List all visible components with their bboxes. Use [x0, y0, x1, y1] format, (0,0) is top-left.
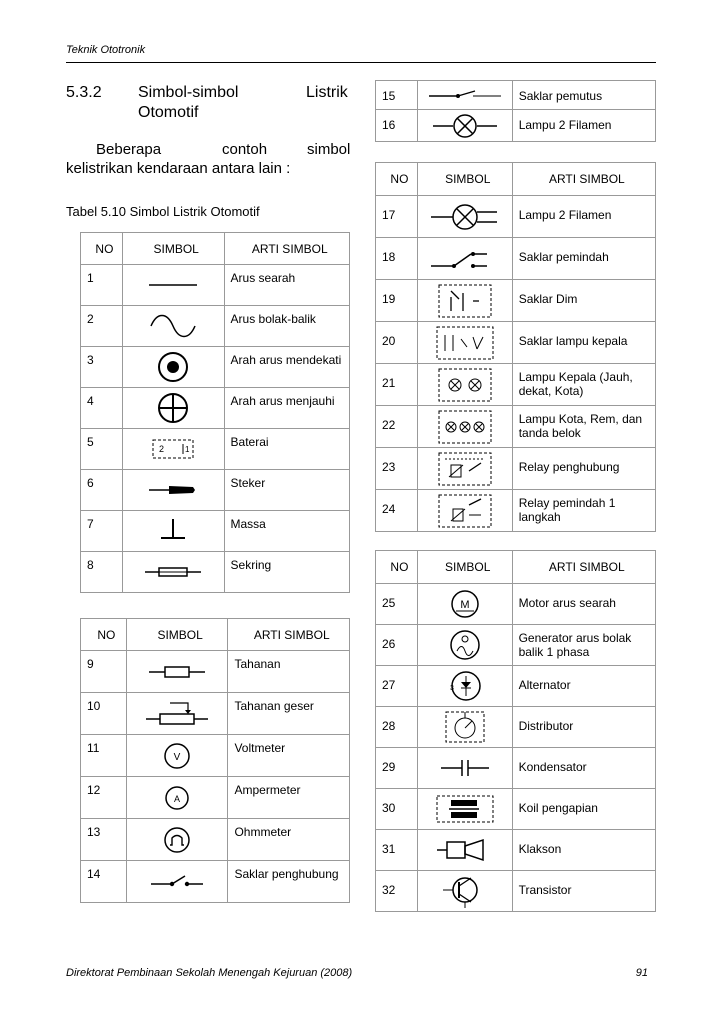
symbol-table-5: [375, 550, 656, 912]
current-away-symbol: [122, 388, 224, 429]
ammeter-letter: A: [174, 793, 181, 804]
symbol-meaning: Ampermeter: [228, 777, 350, 819]
table-row: [81, 651, 350, 693]
symbol-meaning: Tahanan geser: [228, 693, 350, 735]
col-header-symbol: SIMBOL: [126, 619, 228, 651]
symbol-meaning: Alternator: [512, 666, 655, 707]
table-row: [81, 265, 350, 306]
symbol-meaning: Transistor: [512, 871, 655, 912]
resistor-symbol: [126, 651, 228, 693]
row-number: 13: [81, 819, 127, 861]
symbol-meaning: Motor arus searah: [512, 584, 655, 625]
symbol-meaning: Saklar pemutus: [512, 81, 655, 110]
headlamp-symbol: [417, 364, 512, 406]
symbol-meaning: Arah arus menjauhi: [224, 388, 349, 429]
row-number: 21: [376, 364, 418, 406]
col-header-meaning: ARTI SIMBOL: [228, 619, 350, 651]
row-number: 11: [81, 735, 127, 777]
intro-word-2: contoh: [222, 141, 268, 158]
symbol-meaning: Koil pengapian: [512, 789, 655, 830]
row-number: 29: [376, 748, 418, 789]
transistor-symbol: [417, 871, 512, 912]
voltmeter-symbol: [126, 735, 228, 777]
col-header-meaning: ARTI SIMBOL: [512, 163, 655, 196]
symbol-meaning: Ohmmeter: [228, 819, 350, 861]
ignition-coil-symbol: [417, 789, 512, 830]
row-number: 23: [376, 448, 418, 490]
row-number: 28: [376, 707, 418, 748]
symbol-meaning: Sekring: [224, 552, 349, 593]
row-number: 6: [81, 470, 123, 511]
row-number: 15: [376, 81, 418, 110]
section-title-part2: Listrik: [306, 84, 348, 101]
motor-letter: M: [460, 599, 470, 611]
page-footer: [66, 967, 648, 979]
tail-lamp-symbol: [417, 406, 512, 448]
col-header-symbol: SIMBOL: [417, 163, 512, 196]
table-row: [81, 819, 350, 861]
switch-symbol: [126, 861, 228, 903]
svg-text:3: 3: [449, 685, 454, 692]
table-row: [376, 448, 656, 490]
table-row: [376, 238, 656, 280]
symbol-meaning: Arus bolak-balik: [224, 306, 349, 347]
row-number: 9: [81, 651, 127, 693]
col-header-no: NO: [376, 163, 418, 196]
row-number: 2: [81, 306, 123, 347]
symbol-meaning: Lampu Kepala (Jauh, dekat, Kota): [512, 364, 655, 406]
row-number: 12: [81, 777, 127, 819]
symbol-meaning: Tahanan: [228, 651, 350, 693]
intro-line-2: kelistrikan kendaraan antara lain :: [66, 160, 291, 177]
symbol-meaning: Steker: [224, 470, 349, 511]
symbol-meaning: Klakson: [512, 830, 655, 871]
ground-symbol: [122, 511, 224, 552]
table-row: [81, 347, 350, 388]
symbol-meaning: Saklar Dim: [512, 280, 655, 322]
intro-word-1: Beberapa: [96, 141, 162, 158]
symbol-meaning: Relay pemindah 1 langkah: [512, 490, 655, 532]
section-number: 5.3.2: [66, 84, 102, 101]
row-number: 16: [376, 110, 418, 142]
ohmmeter-symbol: [126, 819, 228, 861]
running-header: Teknik Ototronik: [66, 44, 146, 56]
row-number: 26: [376, 625, 418, 666]
row-number: 32: [376, 871, 418, 912]
intro-word-3: simbol: [307, 141, 351, 158]
row-number: 4: [81, 388, 123, 429]
col-header-no: NO: [376, 551, 418, 584]
distributor-symbol: [417, 707, 512, 748]
symbol-meaning: Saklar pemindah: [512, 238, 655, 280]
header-divider: [66, 62, 656, 63]
row-number: 27: [376, 666, 418, 707]
battery-label-b: 1: [185, 445, 190, 454]
table-row: [376, 871, 656, 912]
voltmeter-letter: V: [173, 751, 181, 763]
table-row: [81, 306, 350, 347]
row-number: 10: [81, 693, 127, 735]
symbol-meaning: Saklar lampu kepala: [512, 322, 655, 364]
symbol-meaning: Lampu 2 Filamen: [512, 196, 655, 238]
col-header-symbol: SIMBOL: [417, 551, 512, 584]
headlamp-switch-symbol: [417, 322, 512, 364]
variable-resistor-symbol: [126, 693, 228, 735]
table-row: [81, 470, 350, 511]
table-row: [376, 789, 656, 830]
table-row: [81, 388, 350, 429]
symbol-table-4: [375, 162, 656, 532]
symbol-meaning: Lampu Kota, Rem, dan tanda belok: [512, 406, 655, 448]
col-header-symbol: SIMBOL: [122, 233, 224, 265]
table-row: [376, 280, 656, 322]
capacitor-symbol: [417, 748, 512, 789]
col-header-no: NO: [81, 619, 127, 651]
symbol-meaning: Lampu 2 Filamen: [512, 110, 655, 142]
table-row: [376, 830, 656, 871]
changeover-relay-symbol: [417, 490, 512, 532]
symbol-meaning: Arus searah: [224, 265, 349, 306]
row-number: 18: [376, 238, 418, 280]
table-row: [376, 110, 656, 142]
row-number: 25: [376, 584, 418, 625]
table-row: [376, 666, 656, 707]
table-row: [81, 693, 350, 735]
table-caption: Tabel 5.10 Simbol Listrik Otomotif: [66, 204, 260, 219]
dual-filament-lamp-symbol: [417, 196, 512, 238]
row-number: 19: [376, 280, 418, 322]
lamp-symbol: [417, 110, 512, 142]
footer-source: Direktorat Pembinaan Sekolah Menengah Kejuruan (2008): [66, 967, 353, 979]
symbol-meaning: Generator arus bolak balik 1 phasa: [512, 625, 655, 666]
col-header-meaning: ARTI SIMBOL: [224, 233, 349, 265]
table-row: [376, 584, 656, 625]
dc-line-symbol: [122, 265, 224, 306]
table-row: [376, 748, 656, 789]
table-row: [81, 552, 350, 593]
col-header-meaning: ARTI SIMBOL: [512, 551, 655, 584]
symbol-meaning: Voltmeter: [228, 735, 350, 777]
row-number: 14: [81, 861, 127, 903]
changeover-switch-symbol: [417, 238, 512, 280]
symbol-meaning: Massa: [224, 511, 349, 552]
table-row: [376, 625, 656, 666]
page-number: 91: [635, 967, 648, 979]
table-row: [376, 490, 656, 532]
row-number: 7: [81, 511, 123, 552]
symbol-meaning: Arah arus mendekati: [224, 347, 349, 388]
battery-label-a: 2: [159, 444, 165, 454]
ac-wave-symbol: [122, 306, 224, 347]
breaker-switch-symbol: [417, 81, 512, 110]
horn-symbol: [417, 830, 512, 871]
plug-symbol: [122, 470, 224, 511]
table-row: [81, 735, 350, 777]
row-number: 5: [81, 429, 123, 470]
col-header-no: NO: [81, 233, 123, 265]
symbol-meaning: Saklar penghubung: [228, 861, 350, 903]
fuse-symbol: [122, 552, 224, 593]
alternator-symbol: [417, 666, 512, 707]
table-row: [376, 196, 656, 238]
section-title-line2: Otomotif: [138, 104, 199, 121]
row-number: 22: [376, 406, 418, 448]
table-row: [376, 364, 656, 406]
relay-symbol: [417, 448, 512, 490]
row-number: 20: [376, 322, 418, 364]
table-row: [81, 429, 350, 470]
current-approach-symbol: [122, 347, 224, 388]
table-row: [376, 322, 656, 364]
section-title-part1: Simbol-simbol: [138, 84, 239, 101]
dimmer-switch-symbol: [417, 280, 512, 322]
table-row: [81, 777, 350, 819]
table-row: [376, 707, 656, 748]
dc-motor-symbol: [417, 584, 512, 625]
row-number: 3: [81, 347, 123, 388]
row-number: 17: [376, 196, 418, 238]
table-row: [81, 861, 350, 903]
ac-generator-symbol: [417, 625, 512, 666]
ammeter-symbol: [126, 777, 228, 819]
row-number: 31: [376, 830, 418, 871]
table-row: [376, 81, 656, 110]
symbol-table-3: [375, 80, 656, 142]
symbol-table-2: [80, 618, 350, 903]
row-number: 8: [81, 552, 123, 593]
symbol-meaning: Distributor: [512, 707, 655, 748]
symbol-meaning: Relay penghubung: [512, 448, 655, 490]
table-row: [81, 511, 350, 552]
battery-symbol: [122, 429, 224, 470]
table-row: [376, 406, 656, 448]
symbol-meaning: Kondensator: [512, 748, 655, 789]
symbol-table-1: [80, 232, 350, 593]
symbol-meaning: Baterai: [224, 429, 349, 470]
row-number: 24: [376, 490, 418, 532]
row-number: 30: [376, 789, 418, 830]
row-number: 1: [81, 265, 123, 306]
